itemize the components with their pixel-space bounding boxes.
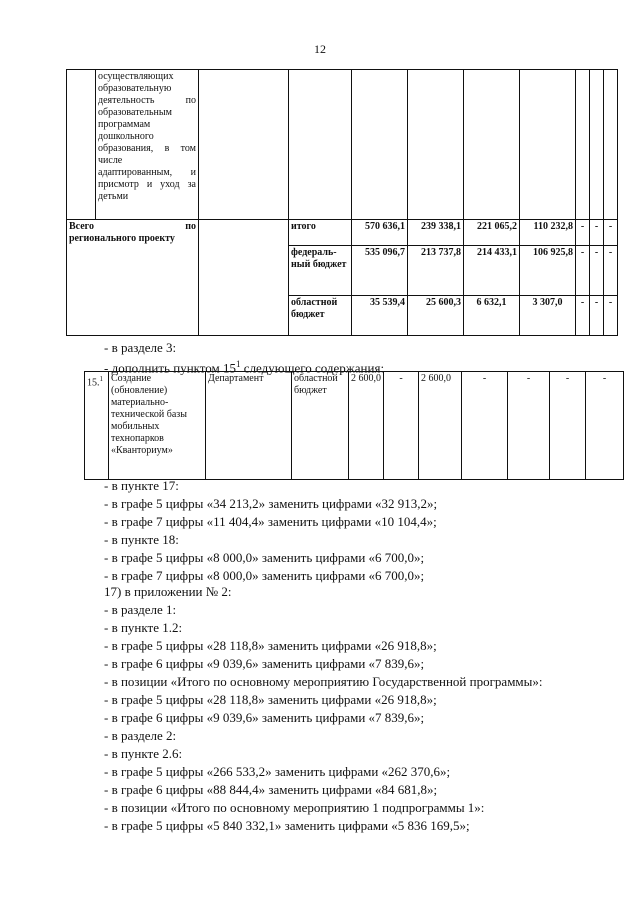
text-line: - в графе 6 цифры «88 844,4» заменить цифрами «84 681,8»; — [104, 782, 438, 797]
table-row — [67, 70, 618, 220]
text-line: - в пункте 17: — [104, 478, 179, 493]
text-line: - в графе 7 цифры «8 000,0» заменить цифрами «6 700,0»; — [104, 568, 425, 583]
text-line: - в графе 6 цифры «9 039,6» заменить цифрами «7 839,6»; — [104, 656, 425, 671]
text-line: - в разделе 2: — [104, 728, 177, 743]
text-line: - в разделе 1: — [104, 602, 177, 617]
item-name: Создание (обновление) материально-технической базы мобильных технопарков «Кванториум» — [109, 372, 206, 480]
text-line: - в графе 6 цифры «9 039,6» заменить цифрами «7 839,6»; — [104, 710, 425, 725]
source-cell: итого — [289, 220, 352, 246]
item-source: областной бюджет — [292, 372, 349, 480]
item-number: 15.$^1$ — [85, 372, 109, 480]
table-row: 15.$^1$ Создание (обновление) материально-технической базы мобильных технопарков «Кванториум» Департамент областной бюджет 2 600,0 - 2 600,0 - - - - — [85, 372, 624, 480]
total-label-cell: Всего по регионального проекту — [67, 220, 199, 336]
text-line: - в позиции «Итого по основному мероприятию 1 подпрограммы 1»: — [104, 800, 485, 815]
table-row: федераль-ный бюджет 535 096,7 213 737,8 214 433,1 106 925,8 - - - — [67, 246, 618, 296]
text-line: 17) в приложении № 2: — [104, 584, 232, 599]
text-line: - в графе 7 цифры «11 404,4» заменить цифрами «10 104,4»; — [104, 514, 437, 529]
program-funding-table — [66, 69, 618, 336]
text-line: - в графе 5 цифры «28 118,8» заменить цифрами «26 918,8»; — [104, 638, 437, 653]
text-line: - в пункте 2.6: — [104, 746, 183, 761]
item-department: Департамент — [206, 372, 292, 480]
text-line: - в разделе 3: — [104, 340, 177, 355]
text-line: - в графе 5 цифры «28 118,8» заменить цифрами «26 918,8»; — [104, 692, 437, 707]
new-item-table — [84, 371, 624, 480]
text-line: - в графе 5 цифры «8 000,0» заменить цифрами «6 700,0»; — [104, 550, 425, 565]
source-cell: федераль-ный бюджет — [289, 246, 352, 296]
table-row: Всего по регионального проекту итого 570 636,1 239 338,1 221 065,2 110 232,8 - - - — [67, 220, 618, 246]
text-line: - в графе 5 цифры «5 840 332,1» заменить цифрами «5 836 169,5»; — [104, 818, 470, 833]
text-line: - в графе 5 цифры «266 533,2» заменить цифрами «262 370,6»; — [104, 764, 451, 779]
description-cell: осуществляющих образовательную деятельность по образовательным программам дошкольного образования, в том числе адаптированным, и присмотр и уход за детьми — [96, 70, 199, 220]
text-line: - дополнить пунктом $15^1$ следующего содержания: — [104, 359, 385, 376]
text-line: - в пункте 1.2: — [104, 620, 183, 635]
source-cell: областной бюджет — [289, 296, 352, 336]
page-number: 12 — [314, 42, 326, 56]
text-line: - в пункте 18: — [104, 532, 179, 547]
text-line: - в позиции «Итого по основному мероприятию Государственной программы»: — [104, 674, 543, 689]
table-row: областной бюджет 35 539,4 25 600,3 6 632,1 3 307,0 - - - — [67, 296, 618, 336]
text-line: - в графе 5 цифры «34 213,2» заменить цифрами «32 913,2»; — [104, 496, 438, 511]
